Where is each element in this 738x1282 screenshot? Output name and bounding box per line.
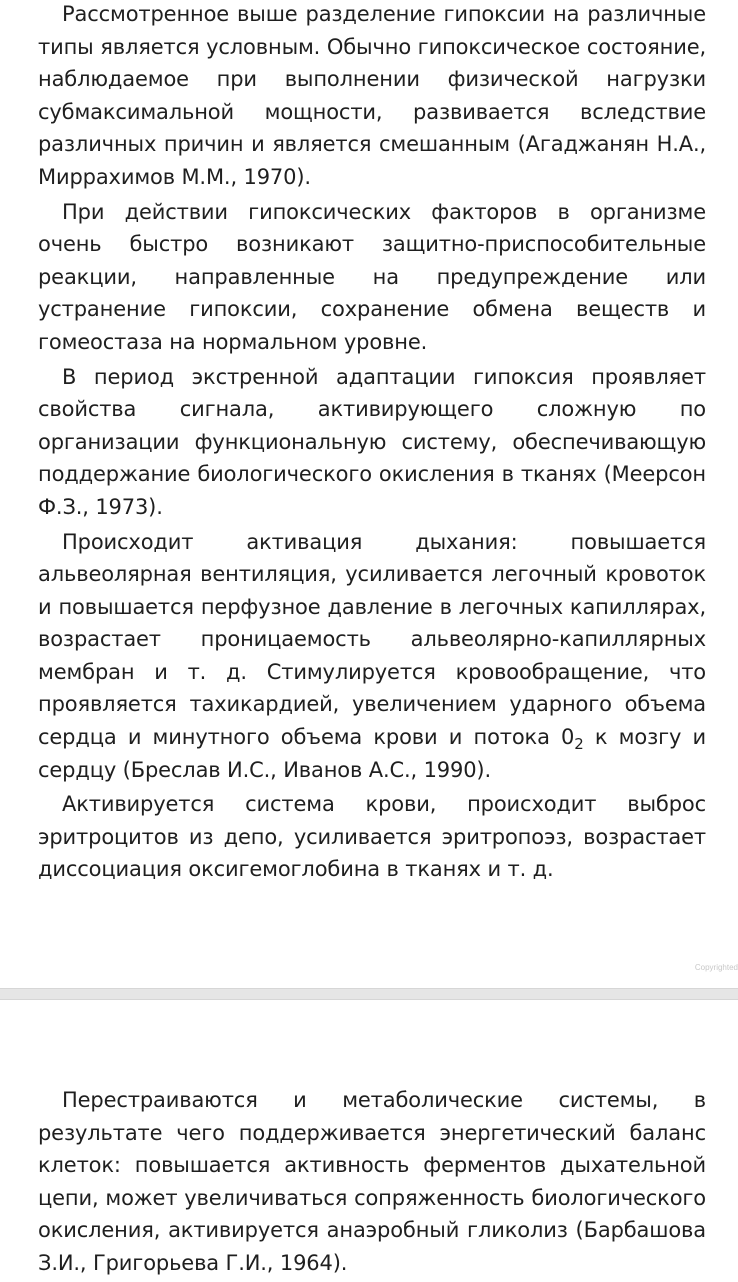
page-2-text-block [38,1084,706,1282]
paragraph-hypoxia-types: Рассмотренное выше разделение гипоксии на различные типы является условным. Обычно гипоксическое состояние, наблюдаемое при выполнении физической нагрузки субмаксимальной мощности, развивается вследствие различных причин и является смешанным (Агаджанян Н.А., Миррахимов М.М., 1970). [38,2,706,189]
paragraph-blood-system: Активируется система крови, происходит выброс эритроцитов из депо, усиливается эритропоэз, возрастает диссоциация оксигемоглобина в тканях и т. д. [38,792,706,882]
paragraph-emergency-adaptation: В период экстренной адаптации гипоксия проявляет свойства сигнала, активирующего сложную по организации функциональную систему, обеспечивающую поддержание биологического окисления в тканях (Меерсон Ф.З., 1973). [38,364,706,519]
page-1-text-block [38,0,706,888]
paragraph-respiration-activation [38,526,706,787]
copyright-watermark: Copyrighted [694,963,738,972]
page-separator [0,988,738,1000]
paragraph-respiration-text-end: к мозгу и сердцу (Бреслав И.С., Иванов А.С., 1990). [38,725,706,782]
oxygen-subscript: 2 [574,735,584,754]
paragraph-protective-reactions: При действии гипоксических факторов в организме очень быстро возникают защитно-приспособительные реакции, направленные на предупреждение или устранение гипоксии, сохранение обмена веществ и гомеостаза на нормальном уровне. [38,199,706,354]
document-page-2 [0,1000,738,1280]
paragraph-metabolic-systems: Перестраиваются и метаболические системы, в результате чего поддерживается энергетический баланс клеток: повышается активность ферментов дыхательной цепи, может увеличиваться сопряженность биологического окисления, активируется анаэробный гликолиз (Барбашова З.И., Григорьева Г.И., 1964). [38,1088,706,1275]
paragraph-respiration-text: Происходит активация дыхания: повышается альвеолярная вентиляция, усиливается легочный кровоток и повышается перфузное давление в легочных капиллярах, возрастает проницаемость альвеолярно-капиллярных мембран и т. д. Стимулируется кровообращение, что проявляется тахикардией, увеличением ударного объема сердца и минутного объема крови и потока 0 [38,529,706,750]
